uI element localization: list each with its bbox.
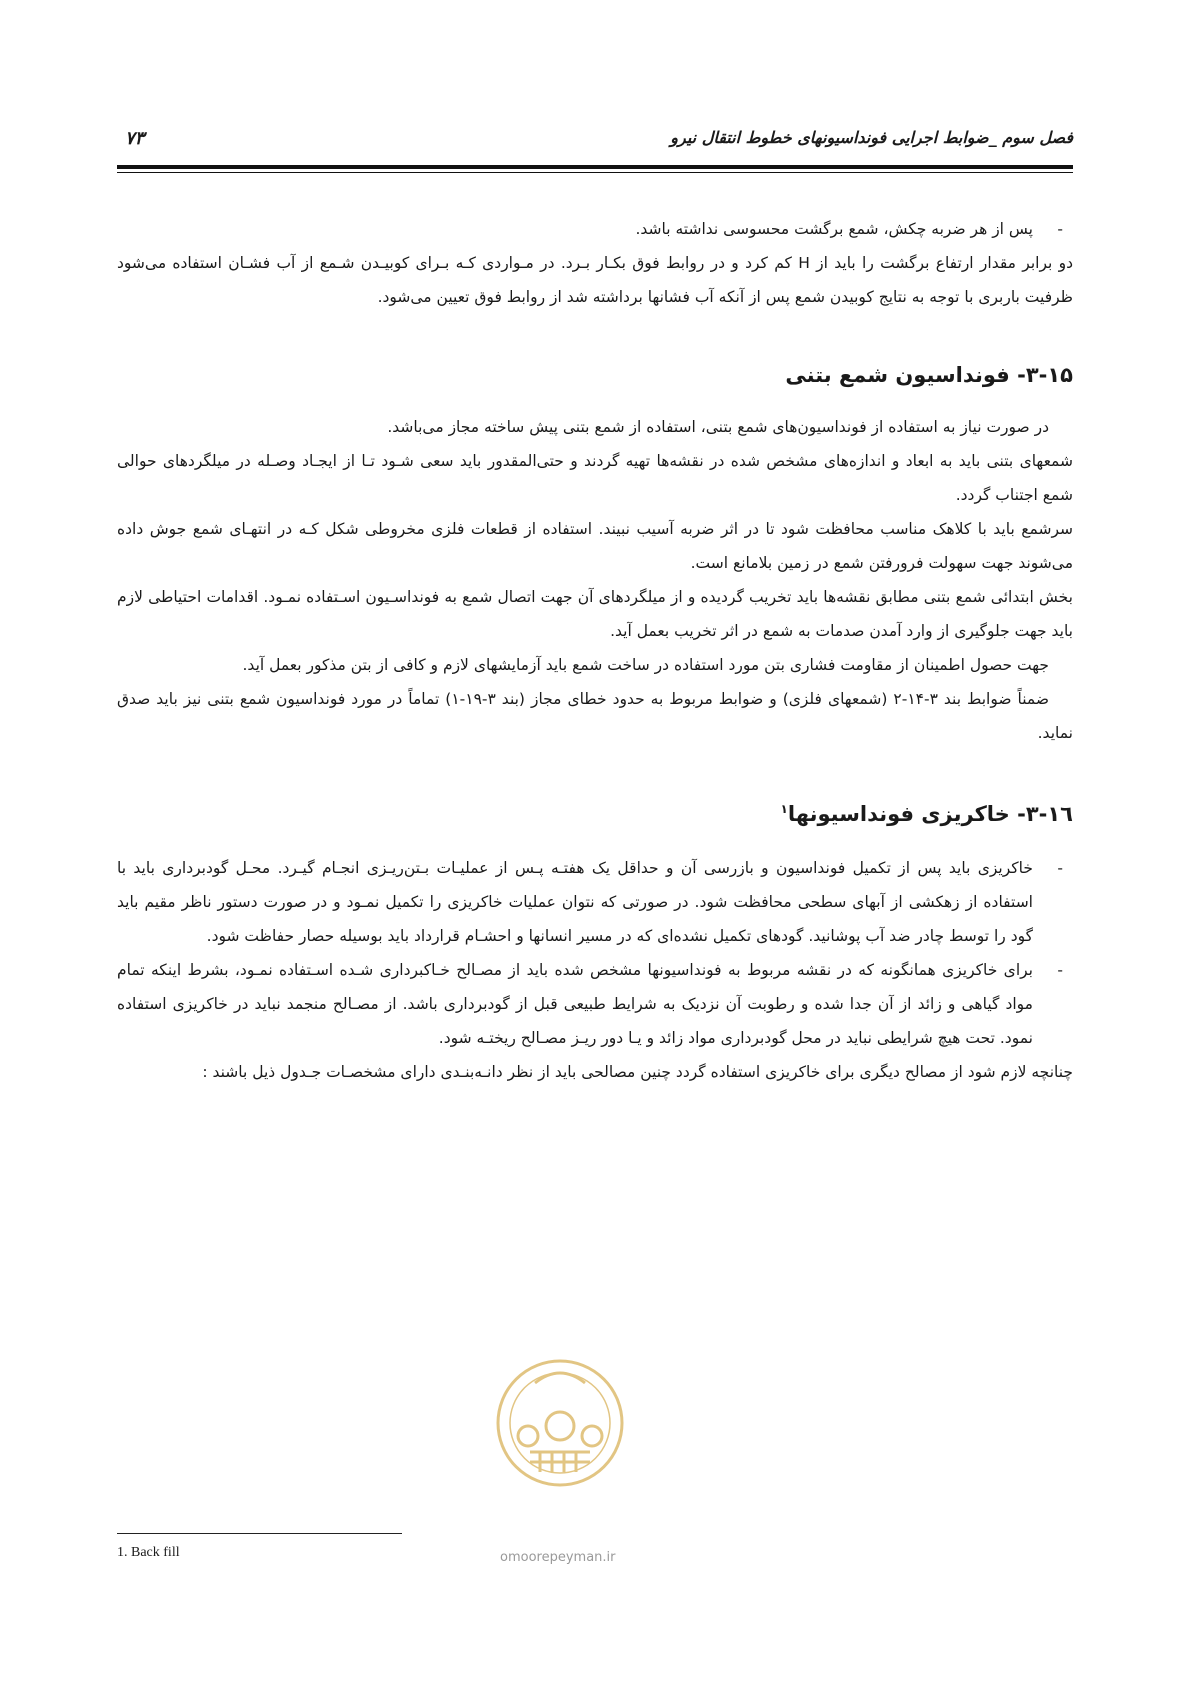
intro-dash-item: - پس از هر ضربه چکش، شمع برگشت محسوسی نداشته باشد.	[117, 212, 1073, 246]
s15-paragraph-2: شمعهای بتنی باید به ابعاد و اندازه‌های مشخص شده در نقشه‌ها تهیه گردند و حتی‌المقدور باید سعی شـود تـا از ایجـاد وصـله در میلگردهای حوالی شمع اجتناب گردد.	[117, 452, 1073, 504]
body-content	[117, 212, 1073, 1089]
s16-dash-item-1: - خاکریزی باید پس از تکمیل فونداسیون و بازرسی آن و حداقل یک هفتـه پـس از عملیـات بـتن‌ریـزی انجـام گیـرد. محـل گودبرداری باید با استفاده از زهکشی از آبهای سطحی محافظت شود. در صورتی که نتوان عملیات خاکریزی را تکمیل نمـود و در صورت دستور ناظر مقیم باید گود را توسط چادر ضد آب پوشانید. گودهای تکمیل نشده‌ای که در مسیر انسانها و احشـام قرارداد باید بوسیله حصار حفاظت شود.	[117, 851, 1073, 953]
footnote-ref: ۱	[780, 802, 788, 816]
section-heading-15: ۳-۱۵- فونداسیون شمع بتنی	[785, 363, 1073, 387]
footnote-rule	[117, 1533, 402, 1534]
s16-dash-item-2: - برای خاکریزی همانگونه که در نقشه مربوط به فونداسیونها مشخص شده باید از مصـالح خـاکبرداری شـده اسـتفاده نمـود، بشرط اینکه تمام مواد گیاهی و زائد از آن جدا شده و رطوبت آن نزدیک به شرایط طبیعی قبل از گودبرداری باشد. از مصـالح منجمد نباید در خاکریزی استفاده نمود. تحت هیچ شرایطی نباید در محل گودبرداری مواد زائد و یـا دور ریـز مصـالح ریختـه شود.	[117, 953, 1073, 1055]
s15-paragraph-6: ضمناً ضوابط بند ۳-۱۴-۲ (شمعهای فلزی) و ضوابط مربوط به حدود خطای مجاز (بند ۳-۱۹-۱) تماماً در مورد فونداسیون شمع بتنی نیز باید صدق نماید.	[117, 690, 1073, 742]
header-rule-thick	[117, 165, 1073, 169]
s15-paragraph-4: بخش ابتدائی شمع بتنی مطابق نقشه‌ها باید تخریب گردیده و از میلگردهای آن جهت اتصال شمع به فونداسـیون اسـتفاده نمـود. اقدامات احتیاطی لازم باید جهت جلوگیری از وارد آمدن صدمات به شمع در اثر تخریب بعمل آید.	[117, 588, 1073, 640]
watermark-seal-icon	[490, 1348, 630, 1498]
watermark-url: omoorepeyman.ir	[500, 1550, 616, 1565]
header-rule-thin	[117, 172, 1073, 173]
s15-paragraph-5: جهت حصول اطمینان از مقاومت فشاری بتن مورد استفاده در ساخت شمع باید آزمایشهای لازم و کافی از بتن مذکور بعمل آید.	[242, 656, 1049, 674]
section-heading-16	[117, 792, 1073, 831]
page-header	[117, 128, 1073, 158]
s15-paragraph-3: سرشمع باید با کلاهک مناسب محافظت شود تا در اثر ضربه آسیب نبیند. استفاده از قطعات فلزی مخروطی شکل کـه در انتهـای شمع جوش داده می‌شوند جهت سهولت فرورفتن شمع در زمین بلامانع است.	[117, 520, 1073, 572]
s15-paragraph-1: در صورت نیاز به استفاده از فونداسیون‌های شمع بتنی، استفاده از شمع بتنی پیش ساخته مجاز می‌باشد.	[387, 418, 1049, 436]
footnote: 1. Back fill	[117, 1545, 180, 1560]
chapter-title: فصل سوم _ضوابط اجرایی فونداسیونهای خطوط انتقال نیرو	[670, 128, 1073, 147]
s16-paragraph-3: چنانچه لازم شود از مصالح دیگری برای خاکریزی استفاده گردد چنین مصالحی باید از نظر دانـه‌بنـدی دارای مشخصـات جـدول ذیل باشند :	[202, 1063, 1073, 1081]
page-number: ۷۳	[125, 128, 145, 149]
intro-paragraph: دو برابر مقدار ارتفاع برگشت را باید از H کم کرد و در روابط فوق بکـار بـرد. در مـواردی کـه بـرای کوبیـدن شـمع از آب فشـان استفاده می‌شود ظرفیت باربری با توجه به نتایج کوبیدن شمع پس از آنکه آب فشانها برداشته شد از روابط فوق تعیین می‌شود.	[117, 254, 1074, 306]
section-heading-16-text: ۳-۱٦- خاکریزی فونداسیونها	[787, 802, 1073, 826]
